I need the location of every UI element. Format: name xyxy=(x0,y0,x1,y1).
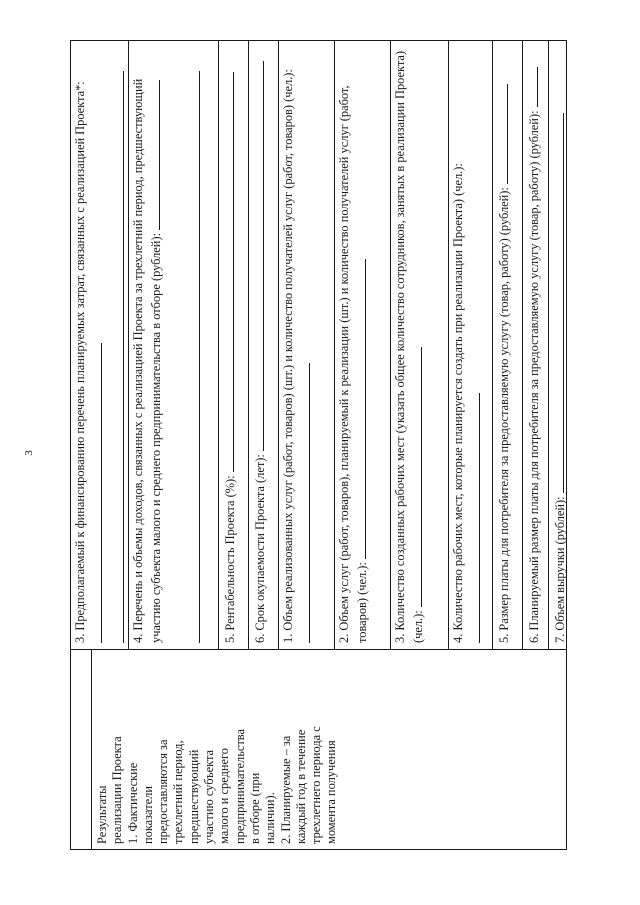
answer-line xyxy=(495,84,508,184)
row-revenue xyxy=(549,41,568,649)
row-jobs-planned xyxy=(449,41,493,649)
answer-line xyxy=(467,393,480,643)
row-text: 5. Рентабельность Проекта (%): xyxy=(223,472,237,643)
row-profitability xyxy=(219,41,249,649)
row-text: 1. Объем реализованных услуг (работ, товаров) (шт.) и количество получателей услуг (работ, товаров) (чел.): xyxy=(281,69,295,643)
row-price xyxy=(493,41,523,649)
results-label: Результаты реализации Проекта 1. Фактические показатели предоставляются за трехлетний период, предшествующий участию субъекта малого и среднего предпринимательства в отборе (при наличии). 2. Планируемые – за каждый год в течение трехлетнего периода с момента получения xyxy=(95,726,339,844)
answer-line xyxy=(409,347,422,607)
page-number: 3 xyxy=(22,450,35,456)
answer-line xyxy=(147,80,160,230)
answer-line xyxy=(525,67,538,107)
row-planned-costs xyxy=(71,41,129,649)
row-text: 4. Количество рабочих мест, которые планируется создать при реализации Проекта) (чел.): xyxy=(451,163,465,643)
left-column-blank-cell xyxy=(71,650,92,849)
row-text: 6. Срок окупаемости Проекта (лет): xyxy=(253,451,267,643)
left-column xyxy=(71,649,566,849)
row-text: 7. Объем выручки (рублей): xyxy=(553,493,567,643)
row-payback xyxy=(249,41,279,649)
rotated-table-wrapper xyxy=(70,40,567,850)
answer-line xyxy=(123,71,124,643)
row-income xyxy=(129,41,219,649)
answer-line xyxy=(251,61,264,451)
answer-line xyxy=(89,343,102,643)
answer-line xyxy=(297,363,310,643)
row-text: 5. Размер платы для потребителя за предоставляемую услугу (товар, работу) (рублей): xyxy=(497,184,511,643)
row-text: 4. Перечень и объемы доходов, связанных с реализацией Проекта за трехлетний период, предшествующий участию субъекта малого и среднего предпринимательства в отборе (рублей): xyxy=(131,78,163,643)
row-planned-price xyxy=(523,41,549,649)
answer-line xyxy=(199,71,200,643)
answer-line xyxy=(353,259,366,559)
row-jobs-created xyxy=(391,41,449,649)
row-text: 3. Количество созданных рабочих мест (указать общее количество сотрудников, занятых в реализации Проекта) (чел.): xyxy=(393,50,425,643)
answer-line xyxy=(221,72,234,472)
right-column xyxy=(71,41,566,649)
row-text: 6. Планируемый размер платы для потребителя за предоставляемую услугу (товар, работу) (рублей): xyxy=(527,107,541,643)
row-services-planned xyxy=(335,41,391,649)
row-services-sold xyxy=(279,41,335,649)
row-text: 2. Объем услуг (работ, товаров), планируемый к реализации (шт.) и количество получателей услуг (работ, товаров) (чел.): xyxy=(337,85,369,643)
form-table xyxy=(70,40,567,850)
row-text: 3. Предполагаемый к финансированию перечень планируемых затрат, связанных с реализацией Проекта*: xyxy=(73,81,87,643)
answer-line xyxy=(551,113,564,493)
